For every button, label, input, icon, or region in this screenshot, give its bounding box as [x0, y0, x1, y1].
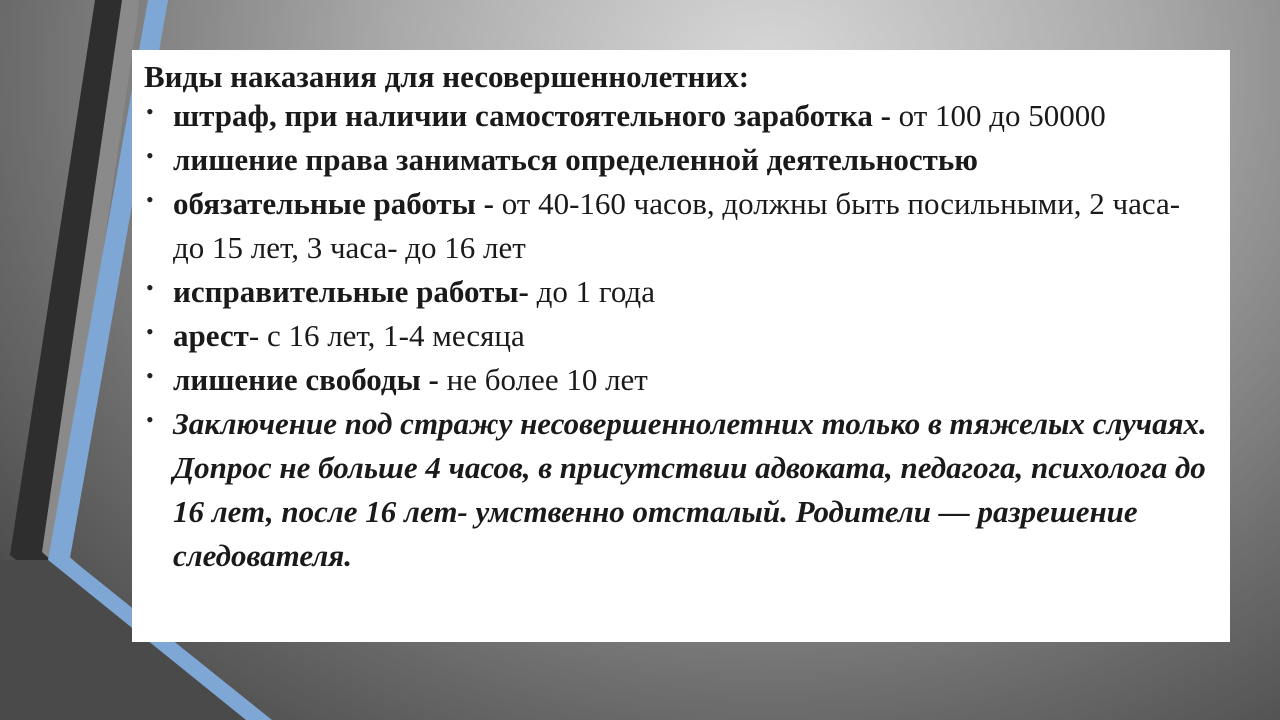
item-bold-text: обязательные работы -: [173, 186, 494, 221]
bullet-icon: •: [146, 99, 154, 124]
list-item: [144, 270, 1210, 314]
item-bold-text: лишение права заниматься определенной деятельностью: [173, 142, 978, 177]
list-item: [144, 314, 1210, 358]
bullet-icon: •: [146, 143, 154, 168]
punishment-list: [144, 94, 1210, 578]
list-item: [144, 94, 1210, 138]
item-bold-text: лишение свободы -: [173, 362, 439, 397]
bullet-icon: •: [146, 187, 154, 212]
item-normal-text: - с 16 лет, 1-4 месяца: [248, 318, 525, 353]
bullet-icon: •: [146, 363, 154, 388]
item-normal-text: до 1 года: [528, 274, 655, 309]
list-item: [144, 182, 1210, 270]
bullet-icon: •: [146, 319, 154, 344]
item-bold-text: арест: [173, 318, 249, 353]
bullet-icon: •: [146, 407, 154, 432]
bullet-icon: •: [146, 275, 154, 300]
slide-heading: Виды наказания для несовершеннолетних:: [144, 59, 750, 94]
list-item: [144, 138, 1210, 182]
item-bold-text: штраф, при наличии самостоятельного заработка -: [173, 98, 891, 133]
item-normal-text: от 100 до 50000: [890, 98, 1106, 133]
item-normal-text: не более 10 лет: [438, 362, 648, 397]
item-italic-note: Заключение под стражу несовершеннолетних только в тяжелых случаях. Допрос не больше 4 часов, в присутствии адвоката, педагога, психолога до 16 лет, после 16 лет- умственно отсталый. Родители — разрешение следователя.: [173, 406, 1207, 573]
item-bold-text: исправительные работы-: [173, 274, 529, 309]
list-item: [144, 358, 1210, 402]
item-normal-text: от 40-160 часов, должны быть посильными, 2 часа-до 15 лет, 3 часа- до 16 лет: [173, 186, 1181, 265]
content-box: [132, 50, 1230, 642]
list-item: [144, 402, 1210, 578]
